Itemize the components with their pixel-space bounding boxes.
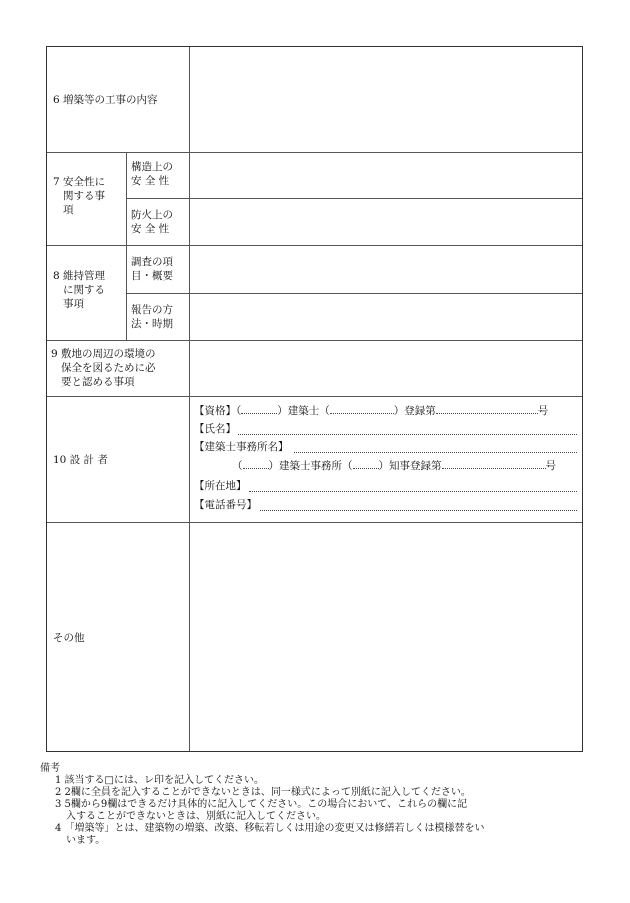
- note-item-3: 3 5欄から9欄はできるだけ具体的に記入してください。この場合において、これらの欄に記: [55, 799, 468, 810]
- report-method-value[interactable]: [190, 294, 582, 340]
- row-9-value[interactable]: [190, 341, 582, 396]
- other-label: その他: [53, 632, 85, 644]
- structural-safety-label: 構造上の 安 全 性: [131, 161, 173, 187]
- structural-safety-value[interactable]: [190, 153, 582, 198]
- inspection-items-value[interactable]: [190, 246, 582, 293]
- office-registration-line: （ ）建築士事務所（ ）知事登録第 号: [232, 460, 556, 472]
- inspection-items-label: 調査の項 目・概要: [131, 256, 173, 282]
- registration-number-input[interactable]: [436, 403, 538, 414]
- note-item-1: 1 該当する□には、レ印を記入してください。: [55, 775, 264, 786]
- address-label: 【所在地】: [194, 480, 247, 492]
- qualification-label: 【資格】: [194, 405, 236, 417]
- office-class-input[interactable]: [243, 458, 269, 469]
- row-divider: [47, 396, 582, 397]
- name-input[interactable]: [238, 434, 577, 435]
- architect-registry-input[interactable]: [330, 403, 394, 414]
- fire-safety-value[interactable]: [190, 199, 582, 245]
- notes-title: 備考: [40, 763, 60, 774]
- name-label: 【氏名】: [194, 423, 236, 435]
- fire-safety-label: 防火上の 安 全 性: [131, 209, 173, 235]
- application-form: [46, 46, 583, 752]
- row-9-label: 9 敷地の周辺の環境の 保全を図るために必 要と認める事項: [51, 348, 156, 388]
- note-item-2: 2 2欄に全員を記入することができないときは、同一様式によって別紙に記入してください。: [55, 787, 471, 798]
- row-6-value[interactable]: [190, 47, 582, 152]
- office-name-label: 【建築士事務所名】: [194, 441, 289, 453]
- row-6-label: 6 増築等の工事の内容: [53, 94, 158, 106]
- report-method-label: 報告の方 法・時期: [131, 304, 173, 330]
- row-7-label: 7 安全性に 関する事 項: [53, 176, 106, 216]
- office-number-input[interactable]: [442, 458, 546, 469]
- note-item-4-cont: います。: [66, 835, 106, 846]
- architect-class-input[interactable]: [241, 403, 277, 414]
- office-name-input[interactable]: [294, 452, 577, 453]
- designer-label: 10 設 計 者: [53, 454, 108, 466]
- qualification-line: 【資格】（ ）建築士（ ）登録第 号: [194, 405, 549, 417]
- prefecture-input[interactable]: [353, 458, 379, 469]
- address-input[interactable]: [249, 491, 577, 492]
- note-item-3-cont: 入することができないときは、別紙に記入してください。: [66, 811, 326, 822]
- phone-label: 【電話番号】: [194, 499, 257, 511]
- note-item-4: 4 「増築等」とは、建築物の増築、改築、移転若しくは用途の変更又は修繕若しくは模様替をい: [55, 823, 485, 834]
- phone-input[interactable]: [260, 510, 577, 511]
- row-8-label: 8 維持管理 に関する 事項: [53, 270, 106, 310]
- column-divider: [126, 152, 127, 340]
- other-value[interactable]: [190, 523, 582, 751]
